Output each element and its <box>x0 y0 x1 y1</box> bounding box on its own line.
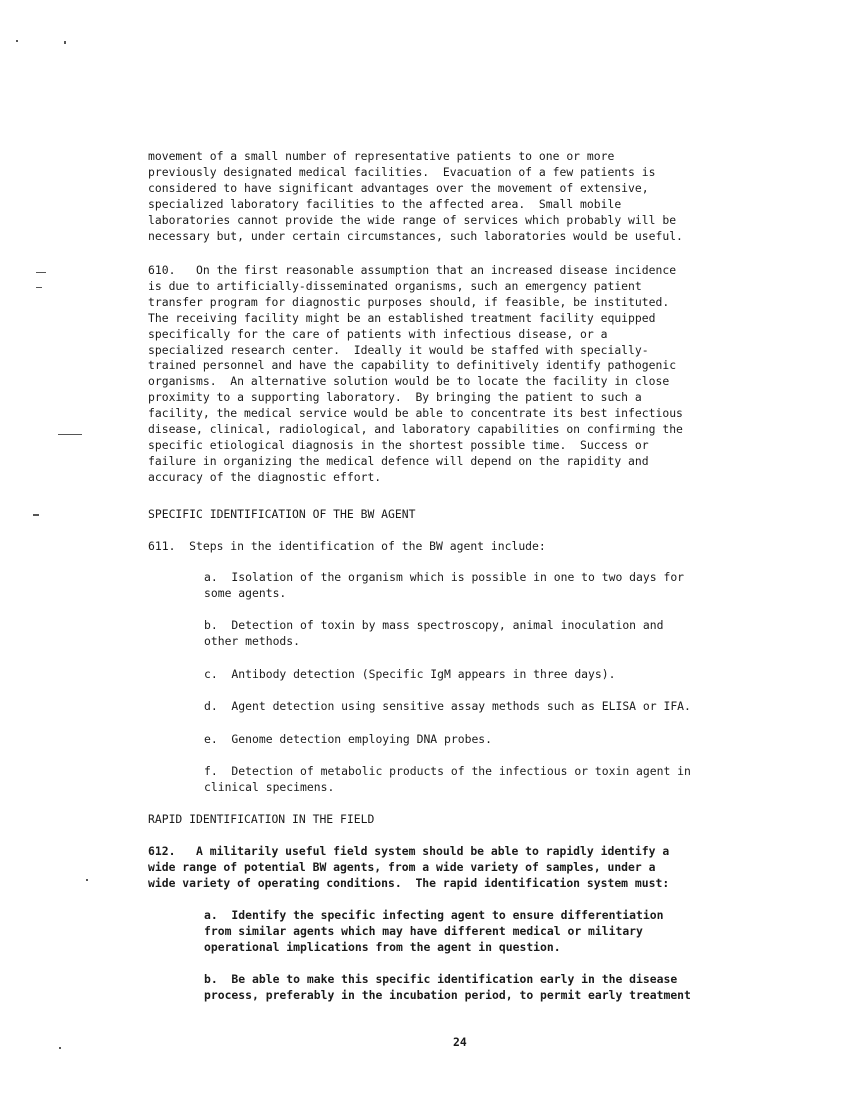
section-heading-rapid-identification: RAPID IDENTIFICATION IN THE FIELD <box>148 812 375 826</box>
scan-mark <box>36 272 46 273</box>
list-item-611-a: a. Isolation of the organism which is possible in one to two days for some agents. <box>204 570 685 600</box>
list-item-612-a: a. Identify the specific infecting agent to ensure differentiation from similar agents which may have different medical or military operational implications from the agent in question. <box>204 908 664 954</box>
list-item-611-d: d. Agent detection using sensitive assay methods such as ELISA or IFA. <box>204 699 691 713</box>
page-number: 24 <box>453 1035 467 1049</box>
list-item-611-b: b. Detection of toxin by mass spectroscopy, animal inoculation and other methods. <box>204 618 664 648</box>
section-heading-specific-identification: SPECIFIC IDENTIFICATION OF THE BW AGENT <box>148 507 416 521</box>
scan-mark <box>36 287 42 288</box>
paragraph-612: 612. A militarily useful field system should be able to rapidly identify a wide range of potential BW agents, from a wide variety of samples, under a wide variety of operating conditions. The rapid identification system must: <box>148 844 670 890</box>
scan-speck <box>86 879 88 881</box>
scan-speck <box>59 1047 61 1049</box>
paragraph-intro: movement of a small number of representative patients to one or more previously designated medical facilities. Evacuation of a few patients is considered to have significant advantages over the movement of extensive, specialized laboratory facilities to the affected area. Small mobile laboratories cannot provide the wide range of services which probably will be necessary but, under certain circumstances, such laboratories would be useful. <box>148 149 683 243</box>
scan-speck <box>64 41 66 44</box>
scan-mark <box>58 434 82 435</box>
paragraph-611: 611. Steps in the identification of the BW agent include: <box>148 539 546 553</box>
scan-mark <box>33 514 39 516</box>
paragraph-610: 610. On the first reasonable assumption that an increased disease incidence is due to artificially-disseminated organisms, such an emergency patient transfer program for diagnostic purposes should, if feasible, be instituted. The receiving facility might be an established treatment facility equipped specifically for the care of patients with infectious disease, or a specialized research center. Ideally it would be staffed with specially- trained personnel and have the capability to definitively identify pathogenic organisms. An alternative solution would be to locate the facility in close proximity to a supporting laboratory. By bringing the patient to such a facility, the medical service would be able to concentrate its best infectious disease, clinical, radiological, and laboratory capabilities on confirming the specific etiological diagnosis in the shortest possible time. Success or failure in organizing the medical defence will depend on the rapidity and accuracy of the diagnostic effort. <box>148 263 683 484</box>
list-item-612-b: b. Be able to make this specific identification early in the disease process, preferably in the incubation period, to permit early treatment <box>204 972 691 1002</box>
list-item-611-e: e. Genome detection employing DNA probes. <box>204 732 493 746</box>
list-item-611-f: f. Detection of metabolic products of the infectious or toxin agent in clinical specimens. <box>204 764 691 794</box>
scan-speck <box>16 40 18 42</box>
list-item-611-c: c. Antibody detection (Specific IgM appears in three days). <box>204 667 616 681</box>
